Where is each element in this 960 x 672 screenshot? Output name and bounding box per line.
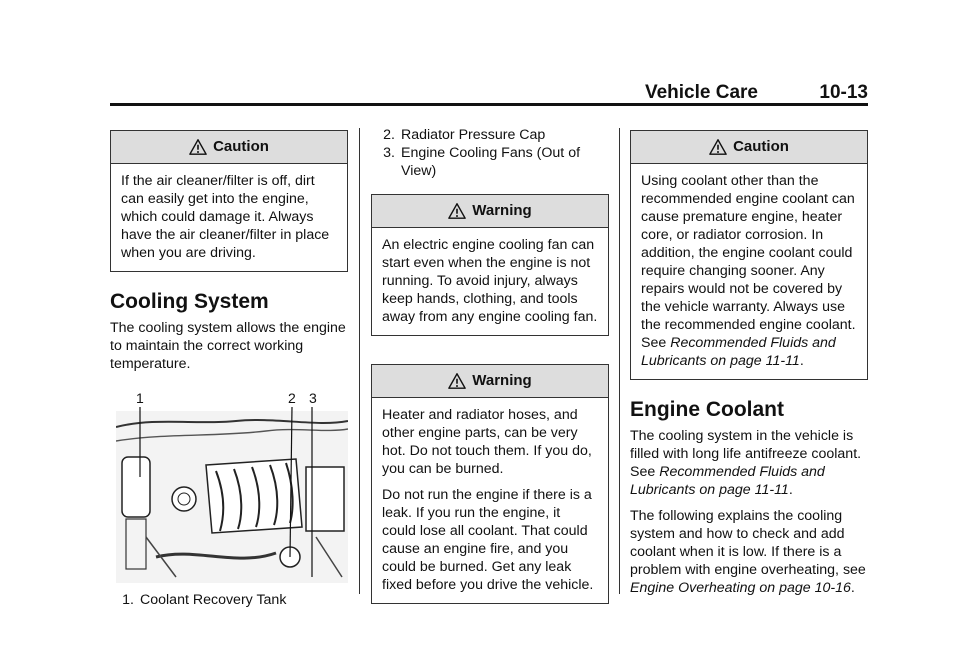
warning-triangle-icon (448, 372, 466, 390)
cross-reference-link[interactable]: Recommended Fluids and Lubricants on page 11-11 (630, 464, 825, 498)
engine-figure (116, 389, 348, 585)
caution-header (631, 131, 867, 164)
list-item: 1. Coolant Recovery Tank (122, 592, 287, 608)
section-heading: Engine Coolant (630, 398, 784, 421)
coolant-paragraph: The cooling system in the vehicle is filled with long life antifreeze coolant. See Recommended Fluids and Lubricants on page 11-11. (630, 428, 862, 498)
column-2 (371, 118, 609, 604)
caution-header (111, 131, 347, 164)
section-heading: Cooling System (110, 290, 269, 313)
warning-triangle-icon (189, 138, 207, 156)
caution-text: Using coolant other than the recommended engine coolant can cause premature engine, heater core, or radiator corrosion. In addition, the engine coolant could require changing sooner. Any repairs would not be covered by the vehicle warranty. Always use the recommended engine coolant. See Recommended Fluids and Lubricants on page 11-11. (641, 173, 856, 369)
intro-paragraph: The cooling system allows the engine to maintain the correct working temperature. (110, 320, 346, 372)
figure-label: 3 (309, 390, 317, 406)
page-number: 10-13 (819, 82, 868, 103)
cross-reference-link[interactable]: Recommended Fluids and Lubricants on page 11-11 (641, 335, 836, 369)
component-list (110, 591, 348, 609)
warning-text: Do not run the engine if there is a leak. If you run the engine, it could lose all coolant. That could cause an engine fire, and you could be burned. Get any leak fixed before you drive the vehicle. (382, 487, 594, 593)
cross-reference-link[interactable]: Engine Overheating on page 10-16 (630, 580, 851, 596)
column-divider (619, 128, 620, 594)
caution-title: Caution (213, 138, 269, 155)
coolant-paragraph: The following explains the cooling system and how to check and add coolant when it is low. If there is a problem with engine overheating, see Engine Overheating on page 10-16. (630, 508, 866, 596)
header-rule (110, 103, 868, 106)
warning-text: An electric engine cooling fan can start even when the engine is not running. To avoid injury, always keep hands, clothing, and tools away from any engine cooling fan. (382, 237, 598, 325)
column-divider (359, 128, 360, 594)
warning-box (371, 364, 609, 604)
warning-triangle-icon (709, 138, 727, 156)
engine-illustration (116, 407, 348, 587)
page-header (110, 82, 868, 102)
list-item: 3. Engine Cooling Fans (Out of View) (383, 145, 581, 179)
warning-title: Warning (472, 372, 532, 389)
component-list (371, 126, 609, 180)
warning-title: Warning (472, 202, 532, 219)
warning-box (371, 194, 609, 336)
figure-label: 1 (136, 390, 144, 406)
section-title: Vehicle Care (644, 82, 758, 103)
caution-text: If the air cleaner/filter is off, dirt can easily get into the engine, which could damage it. Always have the air cleaner/filter in place when you are driving. (121, 173, 330, 261)
warning-triangle-icon (448, 202, 466, 220)
figure-label: 2 (288, 390, 296, 406)
warning-header (372, 365, 608, 398)
list-item: 2. Radiator Pressure Cap (383, 127, 546, 143)
caution-box (110, 130, 348, 272)
column-3 (630, 118, 868, 597)
warning-text: Heater and radiator hoses, and other engine parts, can be very hot. Do not touch them. If you do, you can be burned. (382, 407, 592, 477)
caution-box (630, 130, 868, 380)
caution-title: Caution (733, 138, 789, 155)
warning-header (372, 195, 608, 228)
column-1 (110, 118, 348, 609)
